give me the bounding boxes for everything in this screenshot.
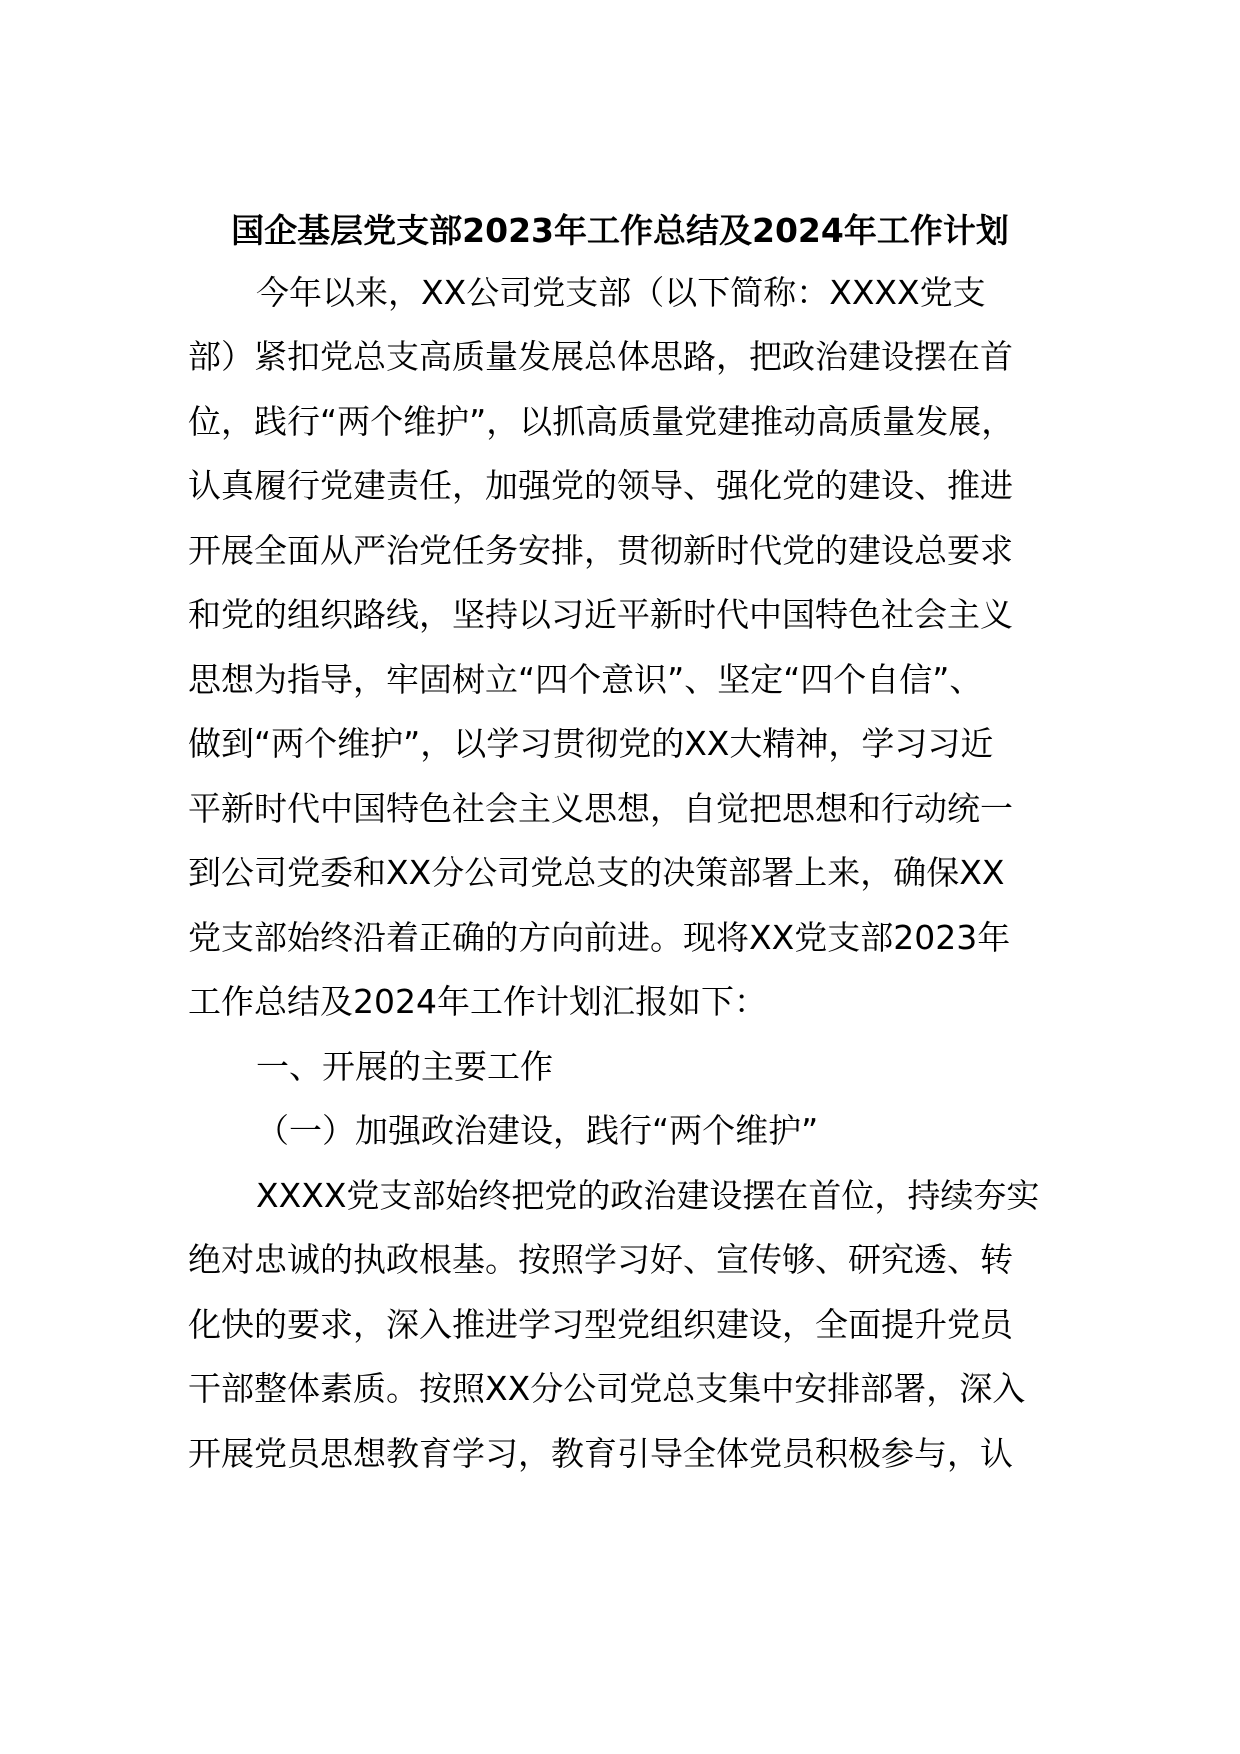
paragraph-line: 开展全面从严治党任务安排，贯彻新时代党的建设总要求	[188, 531, 1013, 570]
document-title: 国企基层党支部2023年工作总结及2024年工作计划	[231, 211, 1009, 250]
paragraph-line: 干部整体素质。按照XX分公司党总支集中安排部署，深入	[188, 1369, 1026, 1408]
paragraph-line: 平新时代中国特色社会主义思想，自觉把思想和行动统一	[188, 789, 1013, 828]
paragraph-line: 做到“两个维护”，以学习贯彻党的XX大精神，学习习近	[188, 724, 994, 763]
paragraph-line: 党支部始终沿着正确的方向前进。现将XX党支部2023年	[188, 918, 1011, 957]
paragraph-line: 化快的要求，深入推进学习型党组织建设，全面提升党员	[188, 1305, 1013, 1344]
paragraph-line: 绝对忠诚的执政根基。按照学习好、宣传够、研究透、转	[188, 1240, 1013, 1279]
paragraph-line: 今年以来，XX公司党支部（以下简称：XXXX党支	[256, 273, 986, 312]
paragraph-line: 工作总结及2024年工作计划汇报如下：	[188, 982, 767, 1021]
paragraph-line: 思想为指导，牢固树立“四个意识”、坚定“四个自信”、	[188, 660, 983, 699]
paragraph-line: 开展党员思想教育学习，教育引导全体党员积极参与，认	[188, 1434, 1013, 1473]
paragraph-line: 和党的组织路线，坚持以习近平新时代中国特色社会主义	[188, 595, 1013, 634]
paragraph-line: 认真履行党建责任，加强党的领导、强化党的建设、推进	[188, 466, 1013, 505]
paragraph-line: XXXX党支部始终把党的政治建设摆在首位，持续夯实	[256, 1176, 1040, 1215]
paragraph-line: 到公司党委和XX分公司党总支的决策部署上来，确保XX	[188, 853, 1005, 892]
paragraph-line: 部）紧扣党总支高质量发展总体思路，把政治建设摆在首	[188, 337, 1013, 376]
paragraph-line: 位，践行“两个维护”，以抓高质量党建推动高质量发展，	[188, 402, 1015, 441]
subsection-heading: （一）加强政治建设，践行“两个维护”	[256, 1111, 819, 1150]
section-heading: 一、开展的主要工作	[256, 1047, 553, 1086]
